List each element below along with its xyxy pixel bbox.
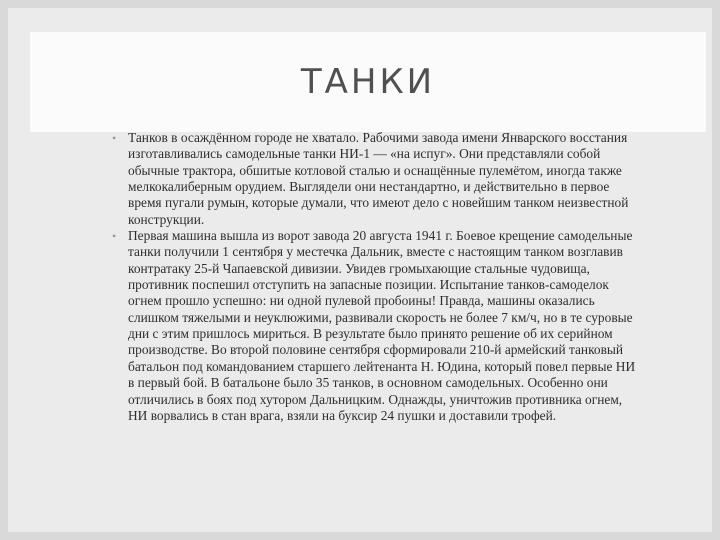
bullet-item xyxy=(112,130,637,228)
bullet-text: Первая машина вышла из ворот завода 20 августа 1941 г. Боевое крещение самодельные танки получили 1 сентября у местечка Дальник, вместе с настоящим танком возглавив контратаку 25-й Чапаевской дивизии. Увидев громыхающие стальные чудовища, противник поспешил отступить на запасные позиции. Испытание танков-самоделок огнем прошло успешно: ни одной пулевой пробоины! Правда, машины оказались слишком тяжелыми и неуклюжими, развивали скорость не более 7 км/ч, но в те суровые дни с этим пришлось мириться. В результате было принято решение об их серийном производстве. Во второй половине сентября сформировали 210-й армейский танковый батальон под командованием старшего лейтенанта Н. Юдина, который повел первые НИ в первый бой. В батальоне было 35 танков, в основном самодельных. Особенно они отличились в боях под хутором Дальницким. Однажды, уничтожив противника огнем, НИ ворвались в стан врага, взяли на буксир 24 пушки и доставили трофей. xyxy=(128,228,636,423)
slide-title: ТАНКИ xyxy=(300,62,436,102)
title-band xyxy=(30,32,706,132)
bullet-item xyxy=(112,228,637,424)
slide xyxy=(8,8,712,532)
bullet-icon: • xyxy=(112,229,117,244)
slide-body xyxy=(112,130,637,424)
bullet-text: Танков в осаждённом городе не хватало. Рабочими завода имени Январского восстания изготавливались самодельные танки НИ-1 — «на испуг». Они представляли собой обычные трактора, обшитые котловой сталью и оснащённые пулемётом, иногда также мелкокалиберным орудием. Выглядели они нестандартно, и действительно в первое время пугали румын, которые думали, что имеют дело с новейшим танком неизвестной конструкции. xyxy=(128,130,629,227)
bullet-icon: • xyxy=(112,131,117,145)
